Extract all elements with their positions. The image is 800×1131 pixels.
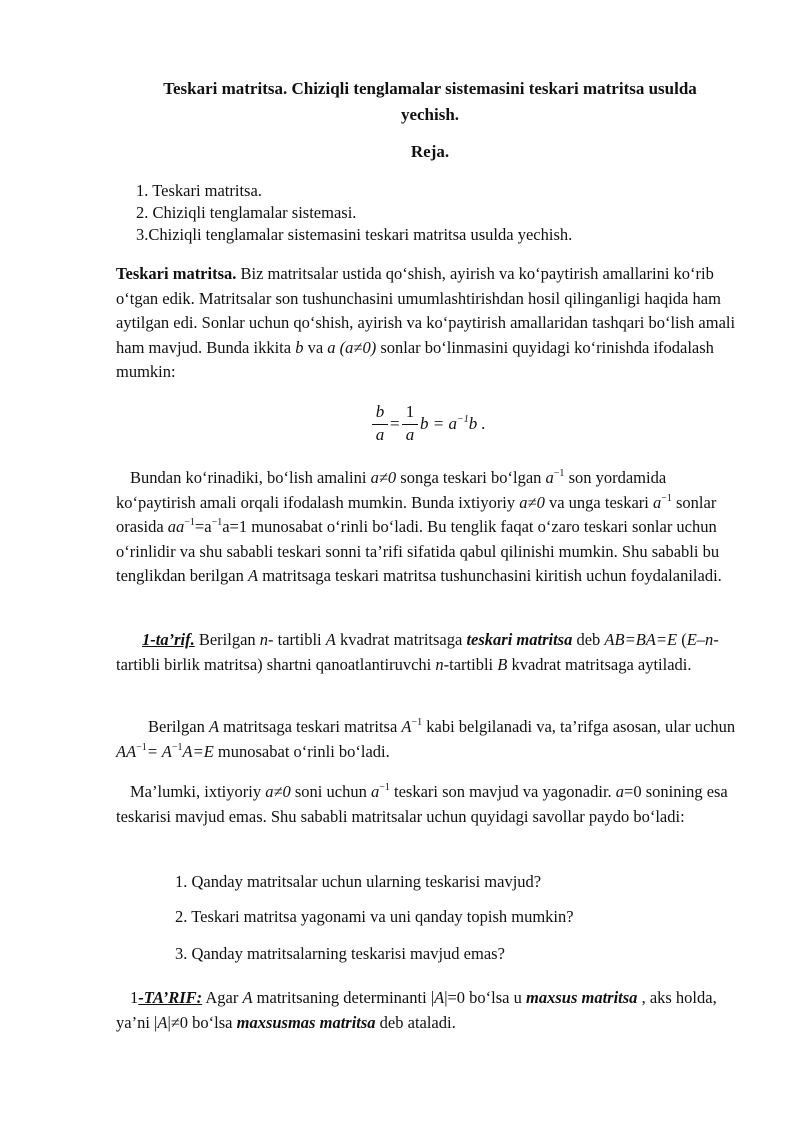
question-item: 2. Teskari matritsa yagonami va uni qanday topish mumkin?: [175, 907, 574, 926]
math-condition: (a≠0): [339, 337, 377, 357]
math-var: A: [208, 717, 220, 736]
section-heading: Teskari matritsa.: [116, 264, 237, 283]
paragraph-text: munosabat o‘rinli bo‘ladi. Bu tenglik faqat o‘zaro teskari sonlar uchun o‘rinlidir va shu sababli teskari sonni ta’rifi sifatida qabul qilinishi mumkin. Shu sababli bu tenglikdan berilgan: [116, 517, 720, 585]
exponent: −1: [553, 468, 565, 479]
math-expr: a=1: [222, 517, 248, 536]
plan-item: 2. Chiziqli tenglamalar sistemasi.: [136, 203, 357, 222]
paragraph-text: matritsaga teskari matritsa: [219, 717, 402, 736]
paragraph-text: kvadrat matritsaga aytiladi.: [507, 654, 692, 674]
math-var: A: [242, 988, 253, 1007]
paragraph-text: -tartibli: [443, 654, 498, 674]
math-var: a: [652, 492, 662, 512]
math-var: A: [325, 630, 336, 649]
paragraph-notation: [116, 715, 746, 764]
math-expr: =a: [194, 517, 212, 536]
math-var: E–n-: [686, 630, 719, 649]
paragraph-text: sonlar bo‘linmasini quyidagi ko‘rinishda ifodalash mumkin:: [116, 337, 714, 381]
exponent: −1: [211, 517, 223, 528]
math-var: B: [497, 654, 508, 674]
exponent: −1: [411, 717, 423, 728]
math-var: a: [370, 782, 380, 801]
exponent: −1: [661, 492, 672, 504]
fraction-numerator: b: [375, 402, 385, 421]
math-var: A: [157, 1012, 168, 1032]
paragraph-text: Agar: [202, 988, 243, 1007]
fraction-b-over-a: [372, 402, 388, 447]
definition-number: 1: [130, 988, 139, 1007]
defined-term: maxsusmas matritsa: [236, 1012, 376, 1032]
page-title: [120, 76, 740, 128]
paragraph-text: Bundan ko‘rinadiki, bo‘lish amalini: [130, 468, 371, 487]
paragraph-inverse-number: [116, 466, 746, 589]
paragraph-text: |=0 bo‘lsa u: [444, 988, 527, 1007]
paragraph-text: va unga teskari: [544, 492, 653, 512]
defined-term: teskari matritsa: [466, 630, 573, 649]
formula-text: b .: [468, 414, 486, 433]
fraction-1-over-a: [402, 402, 418, 447]
math-expr: A=E: [182, 741, 214, 761]
paragraph-text: Berilgan: [148, 717, 209, 736]
formula-text: b = a: [420, 414, 457, 433]
paragraph-text: Berilgan: [194, 630, 260, 649]
math-var: A: [401, 717, 412, 736]
math-var: a: [615, 782, 625, 801]
math-var: a: [545, 468, 554, 487]
question-item: 3. Qanday matritsalarning teskarisi mavjud emas?: [175, 944, 505, 963]
math-var: n: [435, 654, 444, 674]
paragraph-text: soni uchun: [290, 782, 371, 801]
title-line-2: yechish.: [400, 105, 460, 124]
exponent: −1: [379, 782, 390, 793]
title-line-1: Teskari matritsa. Chiziqli tenglamalar sistemasini teskari matritsa usulda: [163, 79, 697, 98]
fraction-numerator: 1: [405, 402, 415, 421]
definition-label: 1-ta’rif.: [142, 630, 195, 649]
definition-label: -TA’RIF:: [138, 988, 203, 1007]
math-condition: a≠0: [370, 468, 397, 487]
paragraph-text: kvadrat matritsaga: [335, 630, 467, 649]
exponent: −1: [456, 414, 469, 425]
math-var: n: [259, 630, 269, 649]
exponent: −1: [136, 741, 147, 753]
paragraph-intro: [116, 262, 746, 385]
math-var: a: [327, 337, 336, 357]
fraction-denominator: a: [375, 425, 385, 444]
math-var: b: [295, 337, 304, 357]
paragraph-text: kabi belgilanadi va, ta’rifga asosan, ular uchun: [422, 717, 736, 736]
plan-heading: Reja.: [410, 142, 450, 161]
fraction-denominator: a: [405, 425, 415, 444]
defined-term: maxsus matritsa: [526, 988, 638, 1007]
paragraph-text: munosabat o‘rinli bo‘ladi.: [213, 741, 390, 761]
paragraph-text: matritsaning determinanti |: [252, 988, 435, 1007]
math-expr: AB=BA=E: [604, 630, 678, 649]
math-var: aa: [167, 517, 185, 536]
paragraph-text: matritsaga teskari matritsa tushunchasini kiritish uchun foydalaniladi.: [258, 566, 722, 585]
plan-item: 1. Teskari matritsa.: [136, 181, 262, 200]
paragraph-text: va: [303, 337, 328, 357]
math-var: AA: [116, 741, 137, 761]
paragraph-text: deb: [572, 630, 605, 649]
plan-item: 3.Chiziqli tenglamalar sistemasini teskari matritsa usulda yechish.: [136, 225, 573, 244]
exponent: −1: [184, 517, 195, 528]
question-item: 1. Qanday matritsalar uchun ularning teskarisi mavjud?: [175, 872, 542, 891]
math-var: A: [247, 566, 259, 585]
definition-1: [116, 628, 746, 677]
paragraph-text: teskari son mavjud va yagonadir.: [389, 782, 616, 801]
math-var: A: [434, 988, 445, 1007]
division-formula: [372, 402, 532, 450]
paragraph-questions-intro: [116, 780, 746, 829]
paragraph-text: son yordamida ko‘paytirish amali orqali ifodalash mumkin. Bunda ixtiyoriy: [116, 468, 667, 512]
formula-rest: [420, 414, 486, 434]
paragraph-text: (: [677, 630, 687, 649]
paragraph-text: Ma’lumki, ixtiyoriy: [130, 782, 266, 801]
equals-sign: =: [390, 414, 400, 433]
math-condition: a≠0: [265, 782, 291, 801]
paragraph-text: tartibli birlik matritsa) shartni qanoatlantiruvchi: [116, 654, 436, 674]
paragraph-text: =0 sonining esa teskarisi mavjud emas. Shu sababli matritsalar uchun quyidagi savollar paydo bo‘ladi:: [116, 782, 728, 826]
math-condition: a≠0: [519, 492, 545, 512]
paragraph-text: - tartibli: [268, 630, 326, 649]
exponent: −1: [171, 741, 183, 753]
paragraph-text: deb ataladi.: [375, 1012, 456, 1032]
definition-2: [116, 986, 746, 1035]
paragraph-text: |≠0 bo‘lsa: [167, 1012, 237, 1032]
paragraph-text: Biz matritsalar ustida qo‘shish, ayirish va ko‘paytirish amallarini ko‘rib o‘tgan edik. Matritsalar son tushunchasini umumlashtirishdan hosil qilinganligi haqida ham aytilgan edi. Sonlar uchun qo‘shish, ayirish va ko‘paytirish amallaridan tashqari bo‘lish amali ham mavjud. Bunda ikkita: [116, 264, 736, 357]
paragraph-text: songa teskari bo‘lgan: [396, 468, 546, 487]
paragraph-text: sonlar orasida: [116, 492, 717, 536]
math-expr: = A: [146, 741, 172, 761]
paragraph-text: , aks holda, ya’ni |: [116, 988, 717, 1032]
plan-list: [136, 180, 572, 246]
